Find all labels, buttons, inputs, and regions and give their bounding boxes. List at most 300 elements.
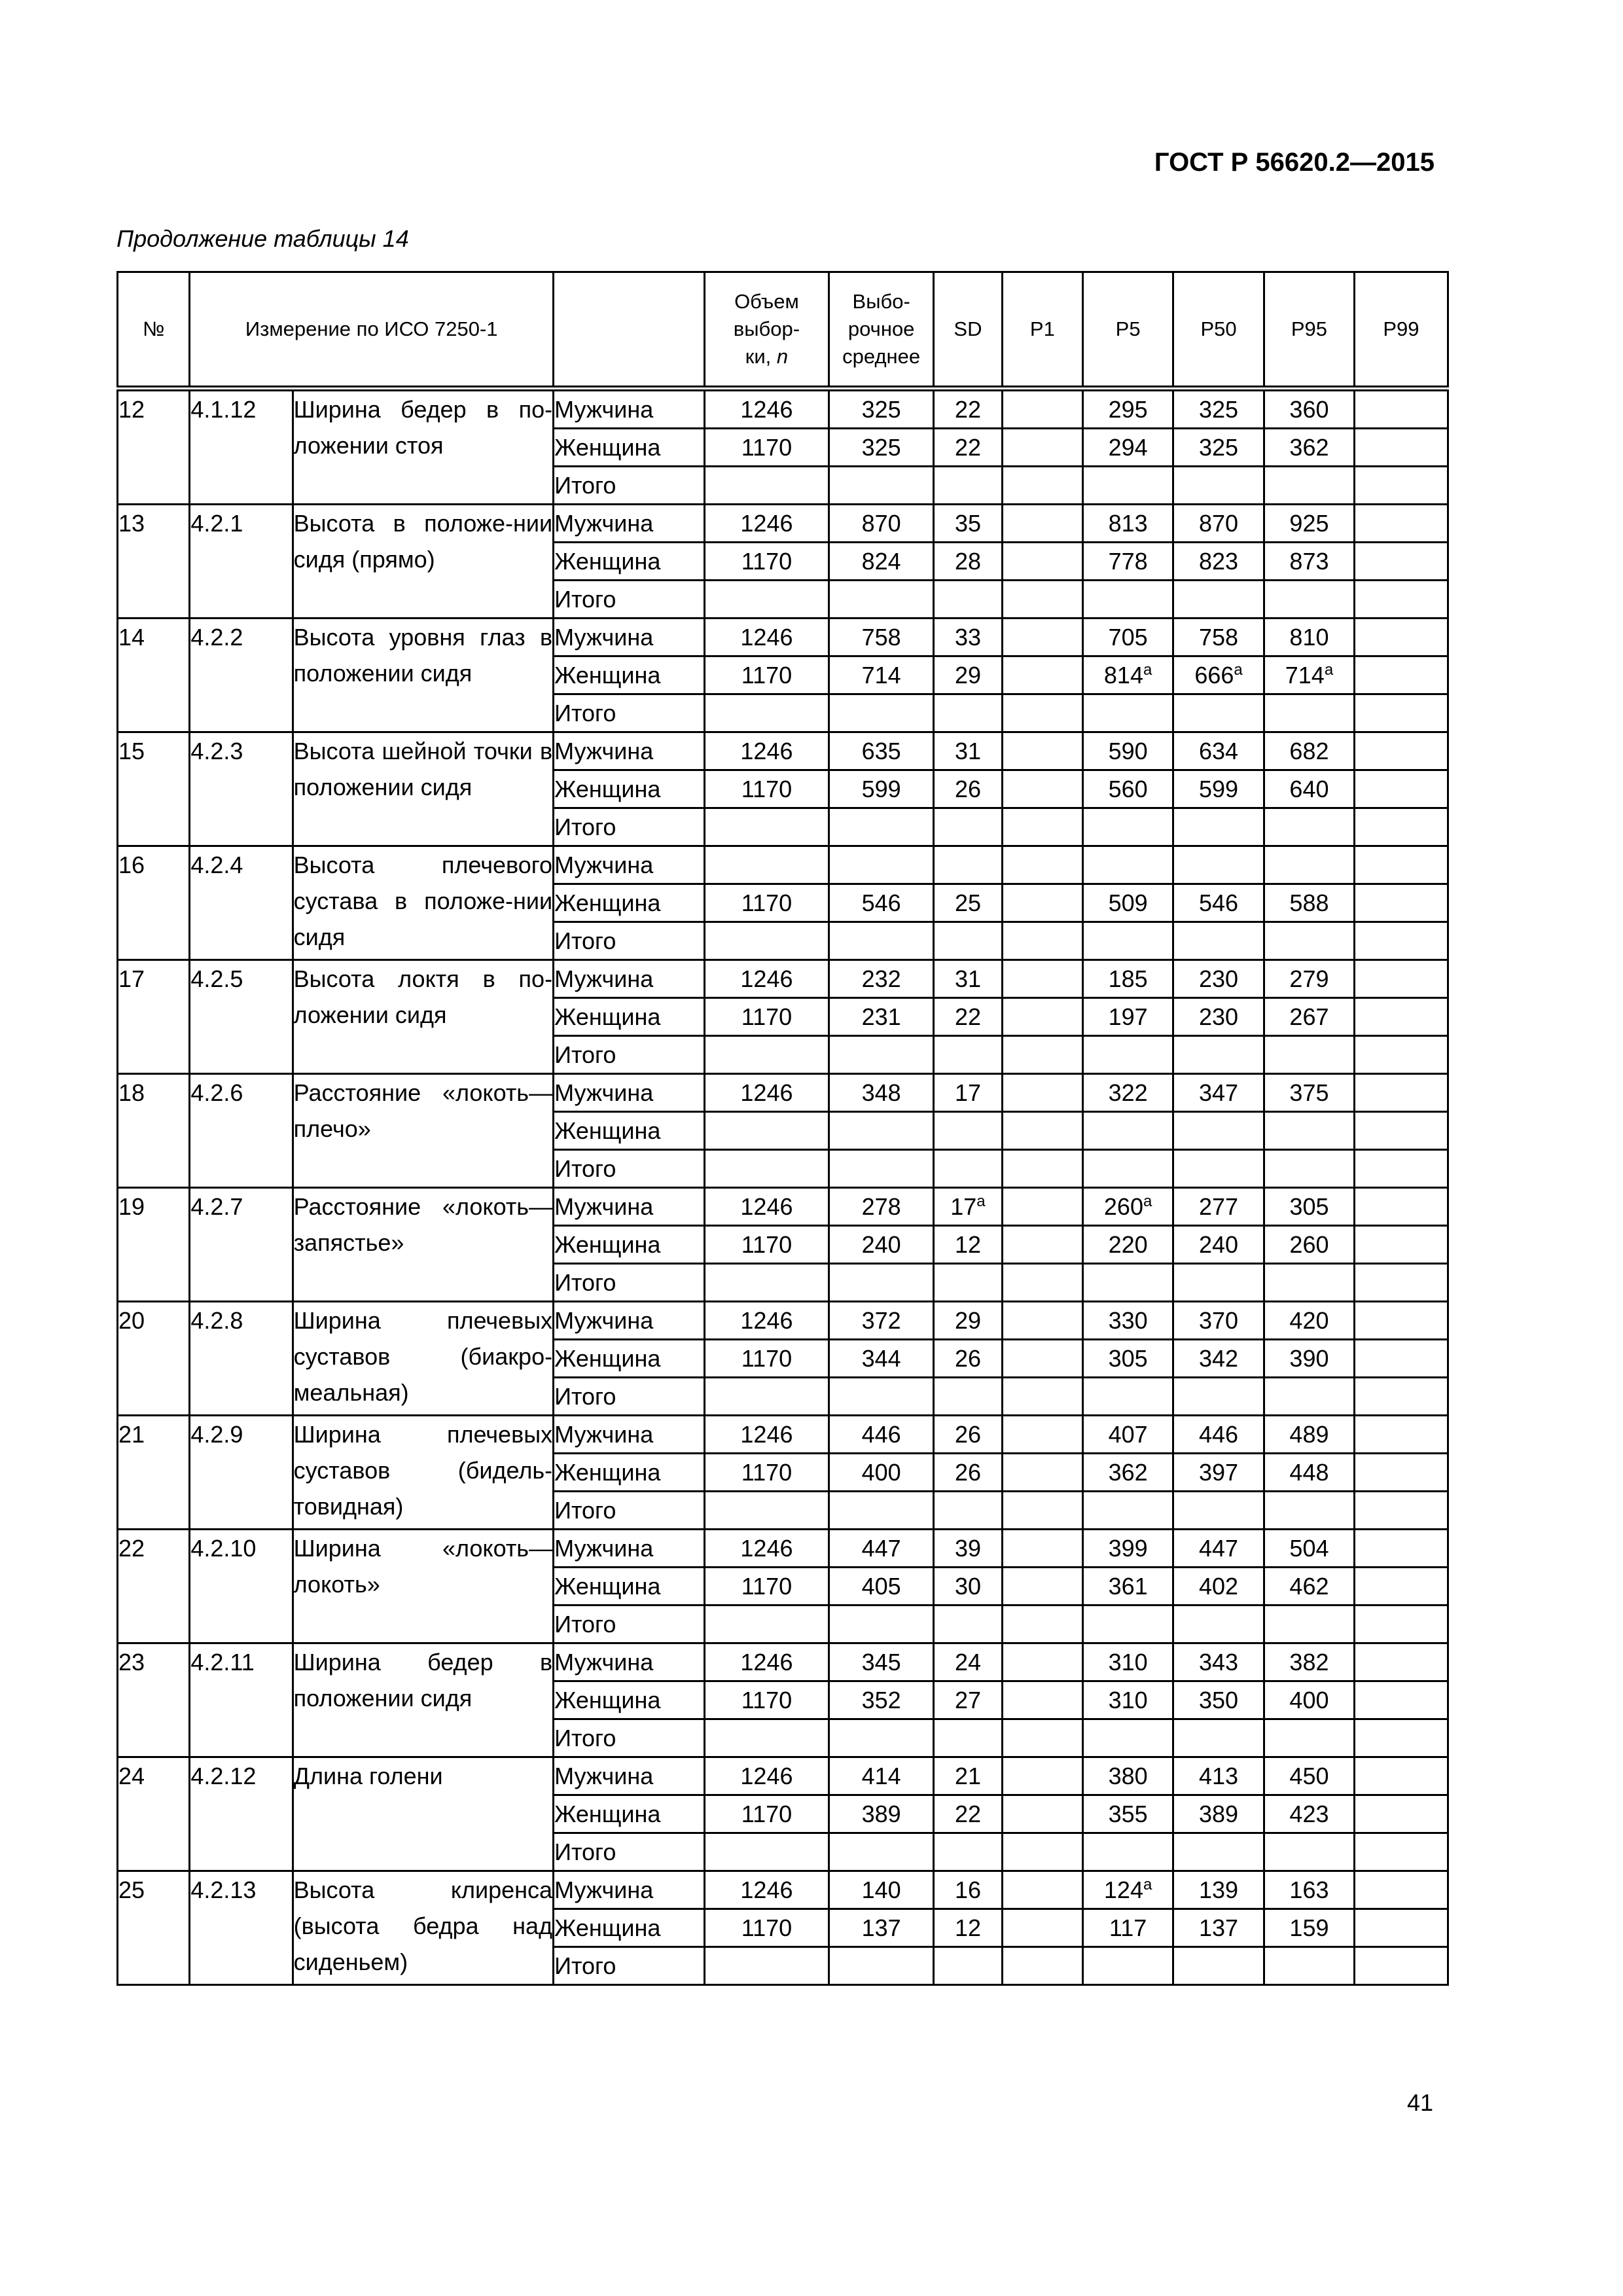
cell-sd: 29 [934,656,1002,694]
cell-p95 [1264,922,1355,960]
sex-label: Женщина [554,1226,705,1264]
cell-n [704,846,829,884]
iso-code: 4.2.3 [190,732,293,846]
cell-p50: 823 [1173,543,1264,581]
cell-p99 [1354,960,1448,998]
cell-p50 [1173,1036,1264,1074]
iso-code: 4.2.10 [190,1530,293,1643]
sex-label: Мужчина [554,1302,705,1340]
cell-n [704,808,829,846]
cell-p99 [1354,998,1448,1036]
cell-n: 1246 [704,1074,829,1112]
cell-p99 [1354,1719,1448,1757]
row-number: 22 [118,1530,190,1643]
iso-code: 4.2.8 [190,1302,293,1416]
cell-sd [934,1036,1002,1074]
cell-p95: 448 [1264,1454,1355,1492]
sex-label: Итого [554,581,705,619]
sex-label: Итого [554,1492,705,1530]
cell-p1 [1002,1074,1083,1112]
cell-p99 [1354,1454,1448,1492]
cell-mean [829,1036,933,1074]
sex-label: Мужчина [554,960,705,998]
cell-p50: 870 [1173,505,1264,543]
cell-n [704,1833,829,1871]
cell-mean: 546 [829,884,933,922]
sex-label: Итого [554,1378,705,1416]
cell-p95: 163 [1264,1871,1355,1909]
cell-p99 [1354,1036,1448,1074]
cell-p95: 450 [1264,1757,1355,1795]
cell-p95 [1264,1264,1355,1302]
cell-p1 [1002,1416,1083,1454]
cell-mean: 405 [829,1568,933,1605]
table-header-row [118,272,1448,389]
table-row [118,1643,1448,1681]
cell-p1 [1002,1530,1083,1568]
cell-sd: 22 [934,1795,1002,1833]
table-row [118,1416,1448,1454]
cell-p99 [1354,770,1448,808]
cell-mean: 758 [829,619,933,656]
cell-p1 [1002,1302,1083,1340]
sex-label: Женщина [554,656,705,694]
header-measure: Измерение по ИСО 7250-1 [190,272,554,389]
cell-p5 [1083,1036,1173,1074]
cell-p1 [1002,1681,1083,1719]
table-row [118,389,1448,429]
cell-n [704,1112,829,1150]
iso-code: 4.2.13 [190,1871,293,1985]
cell-p1 [1002,694,1083,732]
measurement-name: Длина голени [293,1757,553,1871]
cell-mean: 447 [829,1530,933,1568]
cell-p99 [1354,389,1448,429]
cell-p5: 322 [1083,1074,1173,1112]
cell-p5: 407 [1083,1416,1173,1454]
cell-p99 [1354,808,1448,846]
table-body [118,389,1448,1985]
sex-label: Итого [554,808,705,846]
cell-p5: 590 [1083,732,1173,770]
cell-n: 1170 [704,1226,829,1264]
cell-p1 [1002,1605,1083,1643]
cell-sd: 33 [934,619,1002,656]
cell-p95: 159 [1264,1909,1355,1947]
cell-p95: 462 [1264,1568,1355,1605]
cell-sd: 22 [934,429,1002,467]
cell-p50 [1173,1150,1264,1188]
cell-mean: 345 [829,1643,933,1681]
cell-mean: 137 [829,1909,933,1947]
sex-label: Итого [554,1264,705,1302]
cell-p95: 400 [1264,1681,1355,1719]
cell-sd [934,808,1002,846]
cell-p5: 560 [1083,770,1173,808]
header-sample-mean: Выбо- рочное среднее [829,272,933,389]
cell-mean [829,694,933,732]
cell-sd [934,1112,1002,1150]
cell-p95: 504 [1264,1530,1355,1568]
cell-p5: 399 [1083,1530,1173,1568]
row-number: 12 [118,389,190,505]
cell-p95: 423 [1264,1795,1355,1833]
cell-p5 [1083,846,1173,884]
document-code: ГОСТ Р 56620.2—2015 [1154,148,1435,177]
cell-n: 1246 [704,1302,829,1340]
row-number: 23 [118,1643,190,1757]
cell-p1 [1002,1833,1083,1871]
cell-p5: 362 [1083,1454,1173,1492]
cell-p99 [1354,884,1448,922]
cell-p5: 778 [1083,543,1173,581]
cell-p50: 277 [1173,1188,1264,1226]
cell-p50: 230 [1173,960,1264,998]
cell-p99 [1354,1757,1448,1795]
cell-p99 [1354,1074,1448,1112]
iso-code: 4.2.9 [190,1416,293,1530]
cell-mean: 824 [829,543,933,581]
sex-label: Итого [554,1833,705,1871]
cell-p95: 382 [1264,1643,1355,1681]
cell-n: 1246 [704,960,829,998]
cell-n [704,1036,829,1074]
cell-sd [934,922,1002,960]
cell-sd [934,1150,1002,1188]
cell-p50: 350 [1173,1681,1264,1719]
measurement-name: Ширина плечевых суставов (бидель-товидная) [293,1416,553,1530]
cell-p1 [1002,960,1083,998]
cell-p5: 220 [1083,1226,1173,1264]
table-row [118,1188,1448,1226]
cell-mean: 231 [829,998,933,1036]
cell-p5: 197 [1083,998,1173,1036]
cell-n: 1170 [704,1454,829,1492]
cell-p1 [1002,998,1083,1036]
cell-n: 1246 [704,505,829,543]
iso-code: 4.1.12 [190,389,293,505]
measurement-name: Ширина плечевых суставов (биакро-меальная) [293,1302,553,1416]
cell-mean: 870 [829,505,933,543]
cell-p99 [1354,1909,1448,1947]
sex-label: Итого [554,467,705,505]
table-row [118,1302,1448,1340]
cell-p1 [1002,656,1083,694]
cell-p99 [1354,1264,1448,1302]
cell-sd [934,1605,1002,1643]
cell-n [704,1264,829,1302]
cell-sd [934,1833,1002,1871]
cell-p99 [1354,694,1448,732]
cell-p95 [1264,1378,1355,1416]
table-row [118,1871,1448,1909]
cell-sd: 26 [934,1454,1002,1492]
cell-p99 [1354,619,1448,656]
header-p1: P1 [1002,272,1083,389]
sex-label: Мужчина [554,732,705,770]
cell-p95: 588 [1264,884,1355,922]
cell-mean [829,467,933,505]
table-row [118,1074,1448,1112]
cell-p95 [1264,1112,1355,1150]
cell-p99 [1354,1340,1448,1378]
cell-p1 [1002,1643,1083,1681]
sex-label: Женщина [554,543,705,581]
header-no: № [118,272,190,389]
cell-sd [934,1264,1002,1302]
sex-label: Итого [554,1605,705,1643]
sex-label: Женщина [554,1112,705,1150]
cell-n: 1170 [704,429,829,467]
cell-p99 [1354,922,1448,960]
cell-p50: 666$^a$ [1173,656,1264,694]
footnote-marker: a [1143,661,1152,679]
cell-p95: 305 [1264,1188,1355,1226]
cell-mean [829,1833,933,1871]
cell-p50 [1173,846,1264,884]
cell-p50: 546 [1173,884,1264,922]
cell-p50 [1173,694,1264,732]
cell-p50: 599 [1173,770,1264,808]
sex-label: Итого [554,1719,705,1757]
cell-p1 [1002,808,1083,846]
cell-p95 [1264,1719,1355,1757]
cell-p99 [1354,1112,1448,1150]
cell-p5 [1083,467,1173,505]
cell-p50: 325 [1173,389,1264,429]
table-row [118,1757,1448,1795]
cell-p99 [1354,1947,1448,1985]
iso-code: 4.2.11 [190,1643,293,1757]
cell-mean: 232 [829,960,933,998]
sex-label: Женщина [554,1681,705,1719]
cell-sd: 31 [934,960,1002,998]
cell-n [704,581,829,619]
cell-p99 [1354,656,1448,694]
cell-sd: 31 [934,732,1002,770]
cell-n: 1170 [704,1795,829,1833]
cell-p50: 389 [1173,1795,1264,1833]
cell-p50: 240 [1173,1226,1264,1264]
cell-p5: 361 [1083,1568,1173,1605]
cell-n: 1170 [704,656,829,694]
measurement-name: Высота шейной точки в положении сидя [293,732,553,846]
cell-sd: 29 [934,1302,1002,1340]
cell-mean: 278 [829,1188,933,1226]
cell-n: 1246 [704,1757,829,1795]
cell-p5: 330 [1083,1302,1173,1340]
cell-n: 1246 [704,1643,829,1681]
cell-p99 [1354,581,1448,619]
cell-p99 [1354,1795,1448,1833]
header-sd: SD [934,272,1002,389]
cell-p95: 420 [1264,1302,1355,1340]
cell-p5: 509 [1083,884,1173,922]
cell-p50 [1173,581,1264,619]
cell-p95 [1264,1947,1355,1985]
cell-p5: 310 [1083,1643,1173,1681]
cell-mean [829,922,933,960]
sex-label: Мужчина [554,1757,705,1795]
cell-n [704,694,829,732]
cell-sd: 35 [934,505,1002,543]
cell-p5 [1083,1833,1173,1871]
iso-code: 4.2.6 [190,1074,293,1188]
cell-p50 [1173,1947,1264,1985]
cell-p1 [1002,467,1083,505]
cell-sd: 28 [934,543,1002,581]
cell-p50: 413 [1173,1757,1264,1795]
cell-p95 [1264,694,1355,732]
cell-p99 [1354,467,1448,505]
cell-p50 [1173,1492,1264,1530]
sex-label: Итого [554,1150,705,1188]
cell-p99 [1354,1530,1448,1568]
cell-p1 [1002,770,1083,808]
sex-label: Итого [554,694,705,732]
cell-p95: 873 [1264,543,1355,581]
cell-p5: 305 [1083,1340,1173,1378]
iso-code: 4.2.2 [190,619,293,732]
footnote-marker: a [1234,661,1243,679]
cell-p1 [1002,1871,1083,1909]
cell-p5 [1083,1264,1173,1302]
sex-label: Мужчина [554,1416,705,1454]
cell-p5 [1083,1947,1173,1985]
cell-mean: 325 [829,429,933,467]
cell-sd [934,1719,1002,1757]
sex-label: Женщина [554,1795,705,1833]
header-p5: P5 [1083,272,1173,389]
cell-n: 1170 [704,1568,829,1605]
cell-p99 [1354,505,1448,543]
cell-p5 [1083,1719,1173,1757]
header-p99: P99 [1354,272,1448,389]
cell-p50 [1173,1378,1264,1416]
cell-p50: 137 [1173,1909,1264,1947]
cell-sd [934,467,1002,505]
cell-sd [934,1492,1002,1530]
cell-sd [934,846,1002,884]
cell-p1 [1002,1492,1083,1530]
iso-code: 4.2.1 [190,505,293,619]
cell-mean: 325 [829,389,933,429]
cell-p5: 117 [1083,1909,1173,1947]
cell-p50 [1173,808,1264,846]
cell-p50: 447 [1173,1530,1264,1568]
cell-p99 [1354,1150,1448,1188]
cell-mean [829,1264,933,1302]
cell-p50 [1173,1719,1264,1757]
cell-sd [934,694,1002,732]
row-number: 16 [118,846,190,960]
cell-p50: 446 [1173,1416,1264,1454]
cell-sd: 12 [934,1909,1002,1947]
cell-p5: 260$^a$ [1083,1188,1173,1226]
measurement-name: Расстояние «локоть—запястье» [293,1188,553,1302]
footnote-marker: a [976,1193,986,1210]
cell-p1 [1002,1454,1083,1492]
cell-p95 [1264,1833,1355,1871]
cell-p99 [1354,1568,1448,1605]
cell-p5 [1083,1492,1173,1530]
sex-label: Мужчина [554,1871,705,1909]
cell-mean [829,1947,933,1985]
sex-label: Итого [554,1036,705,1074]
cell-p95: 489 [1264,1416,1355,1454]
cell-p1 [1002,1264,1083,1302]
cell-p95: 925 [1264,505,1355,543]
cell-p50 [1173,467,1264,505]
cell-p99 [1354,543,1448,581]
cell-p1 [1002,1036,1083,1074]
cell-p50: 139 [1173,1871,1264,1909]
cell-p5 [1083,922,1173,960]
cell-n [704,1605,829,1643]
cell-p5: 295 [1083,389,1173,429]
cell-p1 [1002,1947,1083,1985]
iso-code: 4.2.12 [190,1757,293,1871]
cell-mean: 635 [829,732,933,770]
cell-sd: 17 [934,1074,1002,1112]
cell-n: 1170 [704,770,829,808]
header-blank [554,272,705,389]
row-number: 20 [118,1302,190,1416]
cell-p1 [1002,884,1083,922]
table-row [118,960,1448,998]
cell-mean: 372 [829,1302,933,1340]
cell-p99 [1354,429,1448,467]
cell-p5: 294 [1083,429,1173,467]
iso-code: 4.2.5 [190,960,293,1074]
measurement-name: Высота клиренса (высота бедра над сиденьем) [293,1871,553,1985]
cell-p1 [1002,1340,1083,1378]
cell-p5 [1083,1150,1173,1188]
cell-p95 [1264,846,1355,884]
cell-p95 [1264,1492,1355,1530]
row-number: 19 [118,1188,190,1302]
cell-p1 [1002,922,1083,960]
sex-label: Женщина [554,998,705,1036]
sex-label: Мужчина [554,1643,705,1681]
cell-p1 [1002,619,1083,656]
measurement-name: Ширина бедер в положении сидя [293,1643,553,1757]
cell-p5: 814$^a$ [1083,656,1173,694]
measurement-name: Ширина бедер в по-ложении стоя [293,389,553,505]
page-number: 41 [1406,2089,1433,2116]
cell-n: 1246 [704,619,829,656]
cell-n: 1170 [704,1340,829,1378]
table-row [118,1530,1448,1568]
cell-p95: 362 [1264,429,1355,467]
cell-p1 [1002,1112,1083,1150]
row-number: 17 [118,960,190,1074]
cell-p50 [1173,1264,1264,1302]
cell-mean [829,1719,933,1757]
cell-p5: 380 [1083,1757,1173,1795]
cell-p5: 355 [1083,1795,1173,1833]
cell-n: 1170 [704,1909,829,1947]
cell-mean: 414 [829,1757,933,1795]
sex-label: Женщина [554,884,705,922]
cell-p5 [1083,694,1173,732]
cell-p5 [1083,1112,1173,1150]
cell-p1 [1002,1378,1083,1416]
cell-mean [829,846,933,884]
cell-n: 1246 [704,1416,829,1454]
cell-mean [829,1378,933,1416]
cell-sd: 26 [934,1340,1002,1378]
